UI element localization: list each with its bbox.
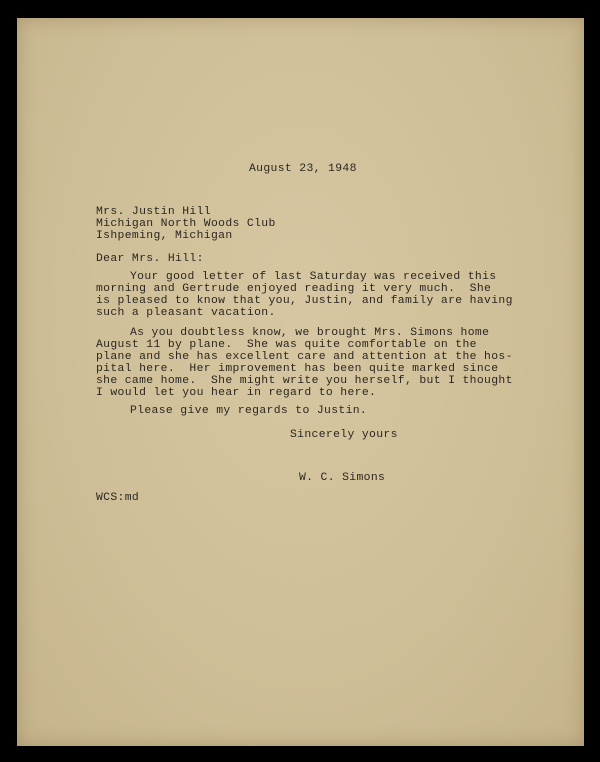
paragraph-1-line: such a pleasant vacation. <box>96 307 276 319</box>
recipient-location: Ishpeming, Michigan <box>96 230 233 242</box>
recipient-organization: Michigan North Woods Club <box>96 218 276 230</box>
letter-page <box>17 18 584 746</box>
paragraph-2-line: I would let you hear in regard to here. <box>96 387 377 399</box>
paragraph-2-line: pital here. Her improvement has been quite marked since <box>96 363 499 375</box>
closing: Sincerely yours <box>290 429 398 441</box>
typist-initials: WCS:md <box>96 492 140 504</box>
paragraph-1-line: Your good letter of last Saturday was received this <box>130 271 497 283</box>
paragraph-2-line: As you doubtless know, we brought Mrs. Simons home <box>130 327 490 339</box>
signature: W. C. Simons <box>299 472 386 484</box>
salutation: Dear Mrs. Hill: <box>96 253 204 265</box>
paragraph-2-line: plane and she has excellent care and attention at the hos- <box>96 351 513 363</box>
recipient-name: Mrs. Justin Hill <box>96 206 211 218</box>
paragraph-1-line: is pleased to know that you, Justin, and family are having <box>96 295 513 307</box>
paragraph-2-line: August 11 by plane. She was quite comfortable on the <box>96 339 477 351</box>
paragraph-2-line: she came home. She might write you herself, but I thought <box>96 375 513 387</box>
paragraph-1-line: morning and Gertrude enjoyed reading it very much. She <box>96 283 492 295</box>
paragraph-3: Please give my regards to Justin. <box>130 405 368 417</box>
letter-date: August 23, 1948 <box>249 163 357 175</box>
